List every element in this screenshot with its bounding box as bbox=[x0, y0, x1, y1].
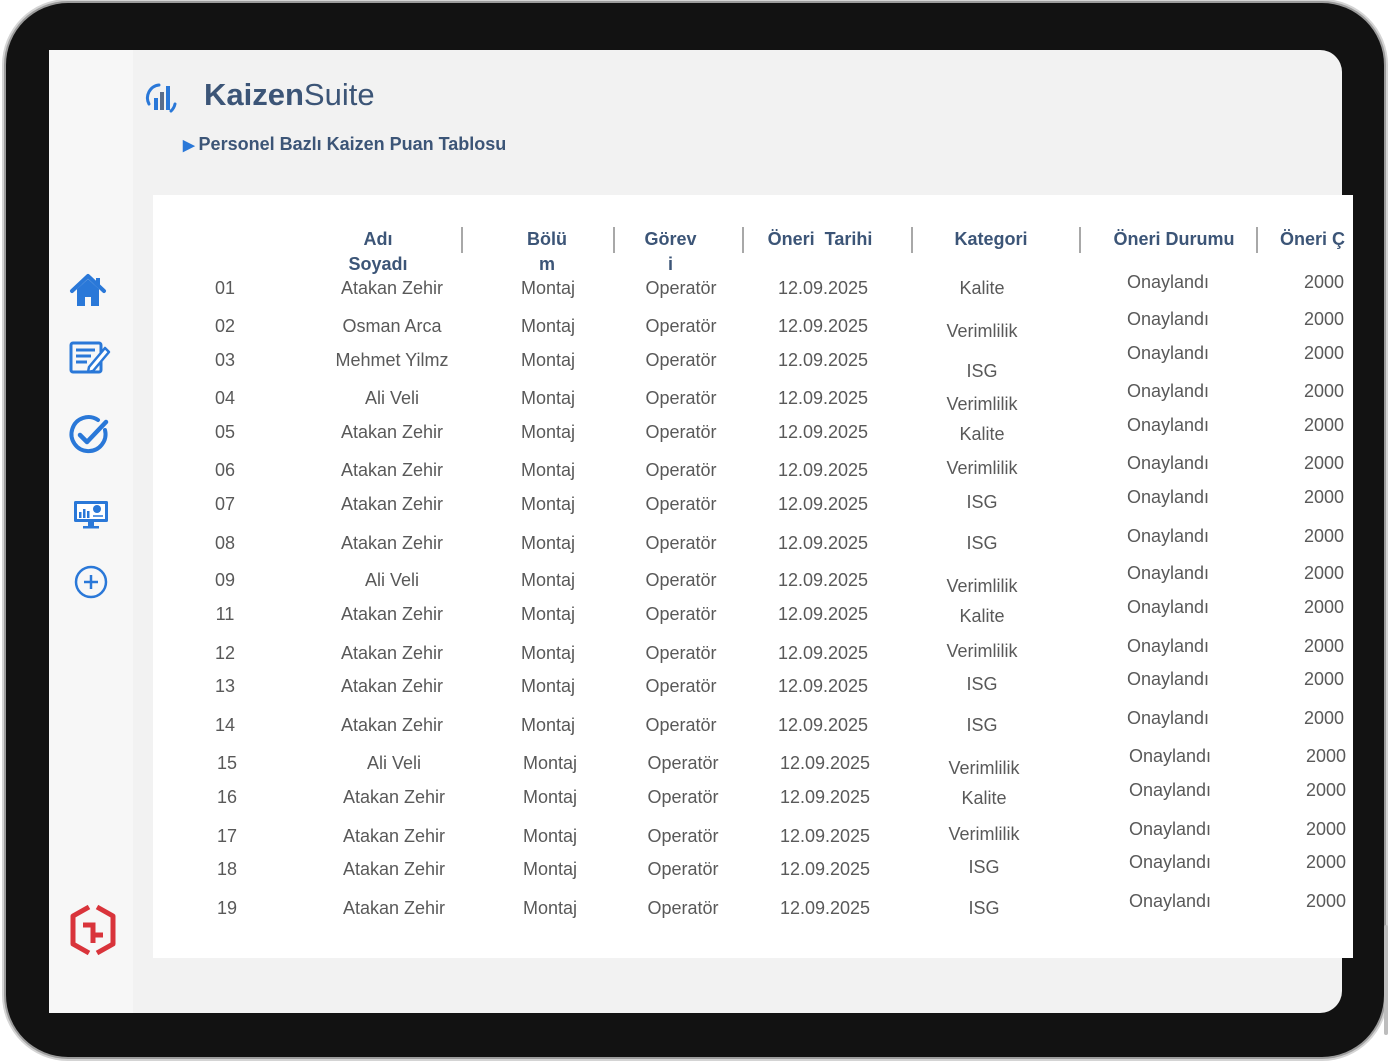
suggestion-date: 12.09.2025 bbox=[777, 388, 869, 408]
employee-name: Ali Veli bbox=[366, 753, 422, 773]
category: Kalite bbox=[959, 424, 1005, 444]
dashboard-monitor-icon[interactable] bbox=[73, 500, 109, 530]
role: Operatör bbox=[645, 278, 717, 298]
employee-name: Atakan Zehir bbox=[342, 859, 446, 879]
status: Onaylandı bbox=[1126, 669, 1210, 689]
department: Montaj bbox=[520, 460, 576, 480]
row-number: 15 bbox=[216, 753, 238, 773]
score-value: 2000 bbox=[1304, 563, 1345, 583]
header-department: Bölü m bbox=[527, 229, 567, 274]
role: Operatör bbox=[645, 422, 717, 442]
row-number: 08 bbox=[214, 533, 236, 553]
employee-name: Atakan Zehir bbox=[340, 494, 444, 514]
row-number: 14 bbox=[214, 715, 236, 735]
category: ISG bbox=[968, 857, 1000, 877]
category: Kalite bbox=[959, 606, 1005, 626]
row-number: 07 bbox=[214, 494, 236, 514]
add-circle-icon[interactable] bbox=[74, 565, 108, 599]
tablet-side-button bbox=[1384, 925, 1388, 1035]
category: Verimlilik bbox=[948, 824, 1020, 844]
suggestion-date: 12.09.2025 bbox=[777, 460, 869, 480]
role: Operatör bbox=[647, 898, 719, 918]
department: Montaj bbox=[520, 278, 576, 298]
triangle-right-icon: ▶ bbox=[183, 137, 195, 154]
suggestion-date: 12.09.2025 bbox=[779, 753, 871, 773]
employee-name: Atakan Zehir bbox=[340, 460, 444, 480]
employee-name: Atakan Zehir bbox=[342, 826, 446, 846]
header-date: Öneri Tarihi bbox=[767, 229, 873, 249]
row-number: 11 bbox=[215, 604, 235, 624]
employee-name: Atakan Zehir bbox=[340, 715, 444, 735]
header-last: Öneri Ç bbox=[1280, 229, 1346, 249]
category: Verimlilik bbox=[948, 758, 1020, 778]
score-value: 2000 bbox=[1304, 272, 1345, 292]
category: Kalite bbox=[961, 788, 1007, 808]
employee-name: Atakan Zehir bbox=[340, 533, 444, 553]
status: Onaylandı bbox=[1126, 708, 1210, 728]
status: Onaylandı bbox=[1126, 343, 1210, 363]
category: Verimlilik bbox=[946, 576, 1018, 596]
department: Montaj bbox=[520, 316, 576, 336]
suggestion-date: 12.09.2025 bbox=[777, 570, 869, 590]
status: Onaylandı bbox=[1126, 636, 1210, 656]
score-value: 2000 bbox=[1304, 636, 1345, 656]
row-number: 16 bbox=[216, 787, 238, 807]
status: Onaylandı bbox=[1128, 819, 1212, 839]
status: Onaylandı bbox=[1128, 780, 1212, 800]
status: Onaylandı bbox=[1126, 597, 1210, 617]
status: Onaylandı bbox=[1126, 563, 1210, 583]
column-divider bbox=[911, 227, 913, 253]
suggestion-date: 12.09.2025 bbox=[777, 533, 869, 553]
score-value: 2000 bbox=[1306, 780, 1347, 800]
home-icon[interactable] bbox=[69, 272, 107, 310]
sidebar bbox=[49, 50, 133, 1013]
role: Operatör bbox=[647, 787, 719, 807]
department: Montaj bbox=[520, 643, 576, 663]
department: Montaj bbox=[520, 570, 576, 590]
department: Montaj bbox=[520, 350, 576, 370]
employee-name: Atakan Zehir bbox=[342, 787, 446, 807]
row-number: 01 bbox=[214, 278, 236, 298]
suggestion-date: 12.09.2025 bbox=[777, 676, 869, 696]
score-value: 2000 bbox=[1306, 746, 1347, 766]
score-value: 2000 bbox=[1304, 669, 1345, 689]
score-value: 2000 bbox=[1306, 852, 1347, 872]
role: Operatör bbox=[647, 859, 719, 879]
suggestion-date: 12.09.2025 bbox=[777, 494, 869, 514]
suggestion-date: 12.09.2025 bbox=[777, 350, 869, 370]
employee-name: Mehmet Yilmz bbox=[335, 350, 449, 370]
role: Operatör bbox=[645, 460, 717, 480]
category: Verimlilik bbox=[946, 394, 1018, 414]
status: Onaylandı bbox=[1126, 381, 1210, 401]
employee-name: Atakan Zehir bbox=[340, 604, 444, 624]
category: ISG bbox=[968, 898, 1000, 918]
column-divider bbox=[1079, 227, 1081, 253]
suggestion-date: 12.09.2025 bbox=[777, 643, 869, 663]
column-divider bbox=[613, 227, 615, 253]
role: Operatör bbox=[645, 676, 717, 696]
suggestion-date: 12.09.2025 bbox=[779, 826, 871, 846]
employee-name: Atakan Zehir bbox=[340, 278, 444, 298]
employee-name: Ali Veli bbox=[364, 388, 420, 408]
score-value: 2000 bbox=[1304, 453, 1345, 473]
status: Onaylandı bbox=[1126, 272, 1210, 292]
employee-name: Atakan Zehir bbox=[340, 643, 444, 663]
department: Montaj bbox=[520, 676, 576, 696]
category: ISG bbox=[966, 361, 998, 381]
status: Onaylandı bbox=[1126, 453, 1210, 473]
department: Montaj bbox=[520, 494, 576, 514]
row-number: 18 bbox=[216, 859, 238, 879]
status: Onaylandı bbox=[1126, 487, 1210, 507]
suggestion-date: 12.09.2025 bbox=[777, 278, 869, 298]
status: Onaylandı bbox=[1128, 891, 1212, 911]
employee-name: Atakan Zehir bbox=[340, 676, 444, 696]
status: Onaylandı bbox=[1128, 852, 1212, 872]
kaizen-logo-icon bbox=[145, 80, 179, 114]
role: Operatör bbox=[645, 570, 717, 590]
category: ISG bbox=[966, 715, 998, 735]
role: Operatör bbox=[645, 388, 717, 408]
column-divider bbox=[742, 227, 744, 253]
role: Operatör bbox=[645, 604, 717, 624]
score-value: 2000 bbox=[1304, 487, 1345, 507]
row-number: 03 bbox=[214, 350, 236, 370]
department: Montaj bbox=[520, 388, 576, 408]
status: Onaylandı bbox=[1128, 746, 1212, 766]
role: Operatör bbox=[647, 753, 719, 773]
category: Verimlilik bbox=[946, 641, 1018, 661]
app-screen bbox=[49, 50, 1347, 1013]
row-number: 17 bbox=[216, 826, 238, 846]
role: Operatör bbox=[645, 715, 717, 735]
department: Montaj bbox=[520, 422, 576, 442]
header-name: Adı Soyadı bbox=[348, 229, 408, 274]
suggestion-date: 12.09.2025 bbox=[779, 898, 871, 918]
row-number: 02 bbox=[214, 316, 236, 336]
department: Montaj bbox=[522, 859, 578, 879]
row-number: 19 bbox=[216, 898, 238, 918]
score-value: 2000 bbox=[1304, 597, 1345, 617]
score-value: 2000 bbox=[1304, 708, 1345, 728]
header-role: Görev i bbox=[644, 229, 697, 274]
role: Operatör bbox=[647, 826, 719, 846]
header-category: Kategori bbox=[954, 229, 1028, 249]
category: Verimlilik bbox=[946, 321, 1018, 341]
page-title: ▶ Personel Bazlı Kaizen Puan Tablosu bbox=[183, 134, 507, 154]
category: Kalite bbox=[959, 278, 1005, 298]
suggestion-date: 12.09.2025 bbox=[777, 604, 869, 624]
department: Montaj bbox=[520, 715, 576, 735]
department: Montaj bbox=[520, 533, 576, 553]
employee-name: Atakan Zehir bbox=[342, 898, 446, 918]
department: Montaj bbox=[522, 753, 578, 773]
employee-name: Osman Arca bbox=[342, 316, 442, 336]
row-number: 04 bbox=[214, 388, 236, 408]
role: Operatör bbox=[645, 350, 717, 370]
score-value: 2000 bbox=[1306, 891, 1347, 911]
score-value: 2000 bbox=[1304, 415, 1345, 435]
row-number: 09 bbox=[214, 570, 236, 590]
column-divider bbox=[1256, 227, 1258, 253]
brand-name: KaizenSuite bbox=[204, 77, 375, 112]
row-number: 13 bbox=[214, 676, 236, 696]
score-value: 2000 bbox=[1304, 381, 1345, 401]
category: ISG bbox=[966, 492, 998, 512]
score-value: 2000 bbox=[1304, 309, 1345, 329]
role: Operatör bbox=[645, 316, 717, 336]
role: Operatör bbox=[645, 494, 717, 514]
department: Montaj bbox=[520, 604, 576, 624]
employee-name: Ali Veli bbox=[364, 570, 420, 590]
suggestion-date: 12.09.2025 bbox=[777, 422, 869, 442]
score-value: 2000 bbox=[1306, 819, 1347, 839]
suggestion-date: 12.09.2025 bbox=[777, 316, 869, 336]
row-number: 06 bbox=[214, 460, 236, 480]
check-circle-icon[interactable] bbox=[68, 414, 110, 456]
suggestion-date: 12.09.2025 bbox=[777, 715, 869, 735]
employee-name: Atakan Zehir bbox=[340, 422, 444, 442]
category: Verimlilik bbox=[946, 458, 1018, 478]
suggestion-date: 12.09.2025 bbox=[779, 859, 871, 879]
suggestion-date: 12.09.2025 bbox=[779, 787, 871, 807]
column-divider bbox=[461, 227, 463, 253]
score-value: 2000 bbox=[1304, 526, 1345, 546]
category: ISG bbox=[966, 533, 998, 553]
status: Onaylandı bbox=[1126, 415, 1210, 435]
status: Onaylandı bbox=[1126, 309, 1210, 329]
edit-form-icon[interactable] bbox=[69, 340, 111, 376]
row-number: 12 bbox=[214, 643, 236, 663]
score-value: 2000 bbox=[1304, 343, 1345, 363]
row-number: 05 bbox=[214, 422, 236, 442]
score-table bbox=[153, 195, 1353, 958]
department: Montaj bbox=[522, 787, 578, 807]
role: Operatör bbox=[645, 643, 717, 663]
company-logo-icon bbox=[69, 903, 117, 957]
department: Montaj bbox=[522, 826, 578, 846]
role: Operatör bbox=[645, 533, 717, 553]
category: ISG bbox=[966, 674, 998, 694]
status: Onaylandı bbox=[1126, 526, 1210, 546]
header-status: Öneri Durumu bbox=[1113, 229, 1235, 249]
department: Montaj bbox=[522, 898, 578, 918]
